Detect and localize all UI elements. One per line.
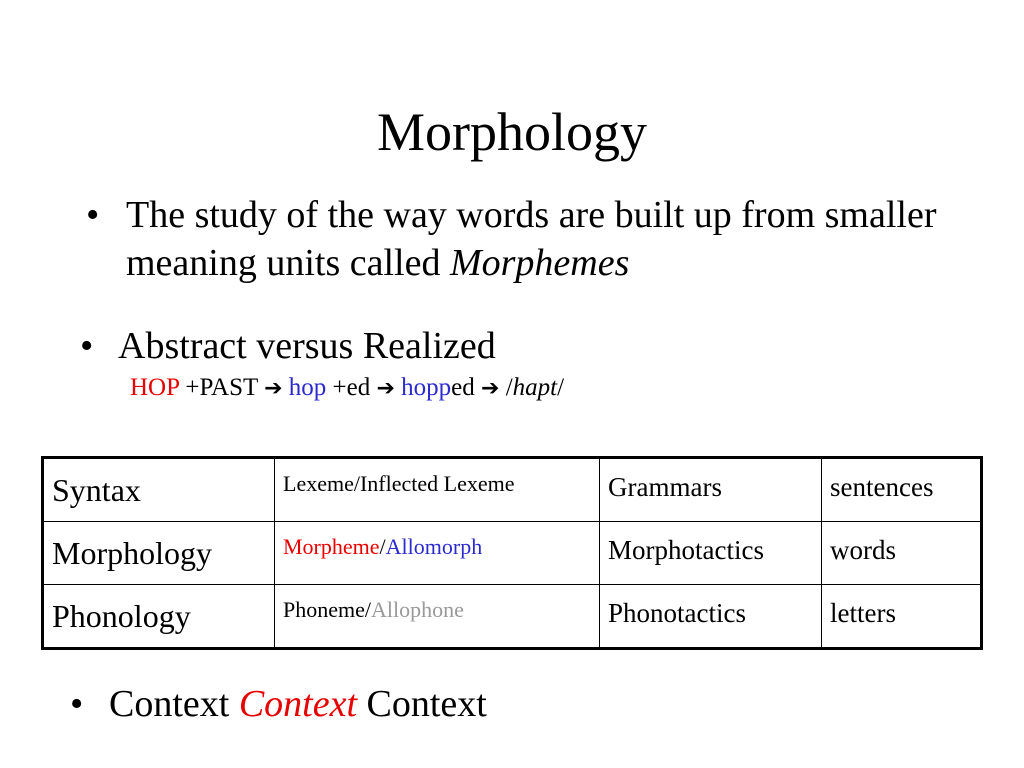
output-cell: letters <box>822 585 982 649</box>
rules-cell: Morphotactics <box>600 522 822 585</box>
example-hop-abstract: HOP <box>130 374 180 401</box>
rules-cell: Grammars <box>600 458 822 522</box>
arrow-icon: ➔ <box>376 376 395 401</box>
unit-abstract: Phoneme <box>283 597 365 622</box>
unit-abstract: Lexeme/Inflected Lexeme <box>283 471 515 496</box>
arrow-icon: ➔ <box>264 376 283 401</box>
unit-cell <box>275 522 600 585</box>
bullet-text: Abstract versus Realized <box>118 325 496 367</box>
example-slash-open: / <box>505 374 513 401</box>
bullet-text <box>126 191 986 287</box>
arrow-icon: ➔ <box>481 376 500 401</box>
bullet-point: • <box>80 325 94 367</box>
level-cell: Morphology <box>43 522 275 585</box>
context-last: Context <box>357 683 487 725</box>
rules-cell: Phonotactics <box>600 585 822 649</box>
example-past: +PAST <box>179 374 265 401</box>
output-cell: words <box>822 522 982 585</box>
example-ed: +ed <box>326 374 377 401</box>
unit-realized: Allophone <box>371 597 464 622</box>
morphemes-term: Morphemes <box>449 242 630 284</box>
unit-cell <box>275 585 600 649</box>
example-slash-close: / <box>557 374 565 401</box>
example-hopp: hopp <box>401 374 452 401</box>
levels-table <box>41 456 983 650</box>
bullet-text <box>109 680 487 728</box>
bullet-point: • <box>70 683 84 725</box>
example-hop: hop <box>288 374 327 401</box>
table-row <box>43 458 982 522</box>
derivation-example <box>130 371 564 406</box>
unit-abstract: Morpheme <box>283 534 380 559</box>
unit-realized: Allomorph <box>385 534 483 559</box>
unit-separator: / <box>379 534 386 559</box>
context-emphasis: Context <box>238 683 358 725</box>
output-cell: sentences <box>822 458 982 522</box>
table-row <box>43 585 982 649</box>
bullet-point: • <box>86 194 100 236</box>
slide-title: Morphology <box>377 102 647 162</box>
definition-text: The study of the way words are built up from smaller meaning units called <box>126 194 937 284</box>
unit-cell <box>275 458 600 522</box>
level-cell: Syntax <box>43 458 275 522</box>
context-first: Context <box>109 683 239 725</box>
table-row <box>43 522 982 585</box>
example-hapt: hapt <box>512 374 558 401</box>
level-cell: Phonology <box>43 585 275 649</box>
unit-separator: / <box>364 597 372 622</box>
example-hopped-suffix: ed <box>451 374 482 401</box>
